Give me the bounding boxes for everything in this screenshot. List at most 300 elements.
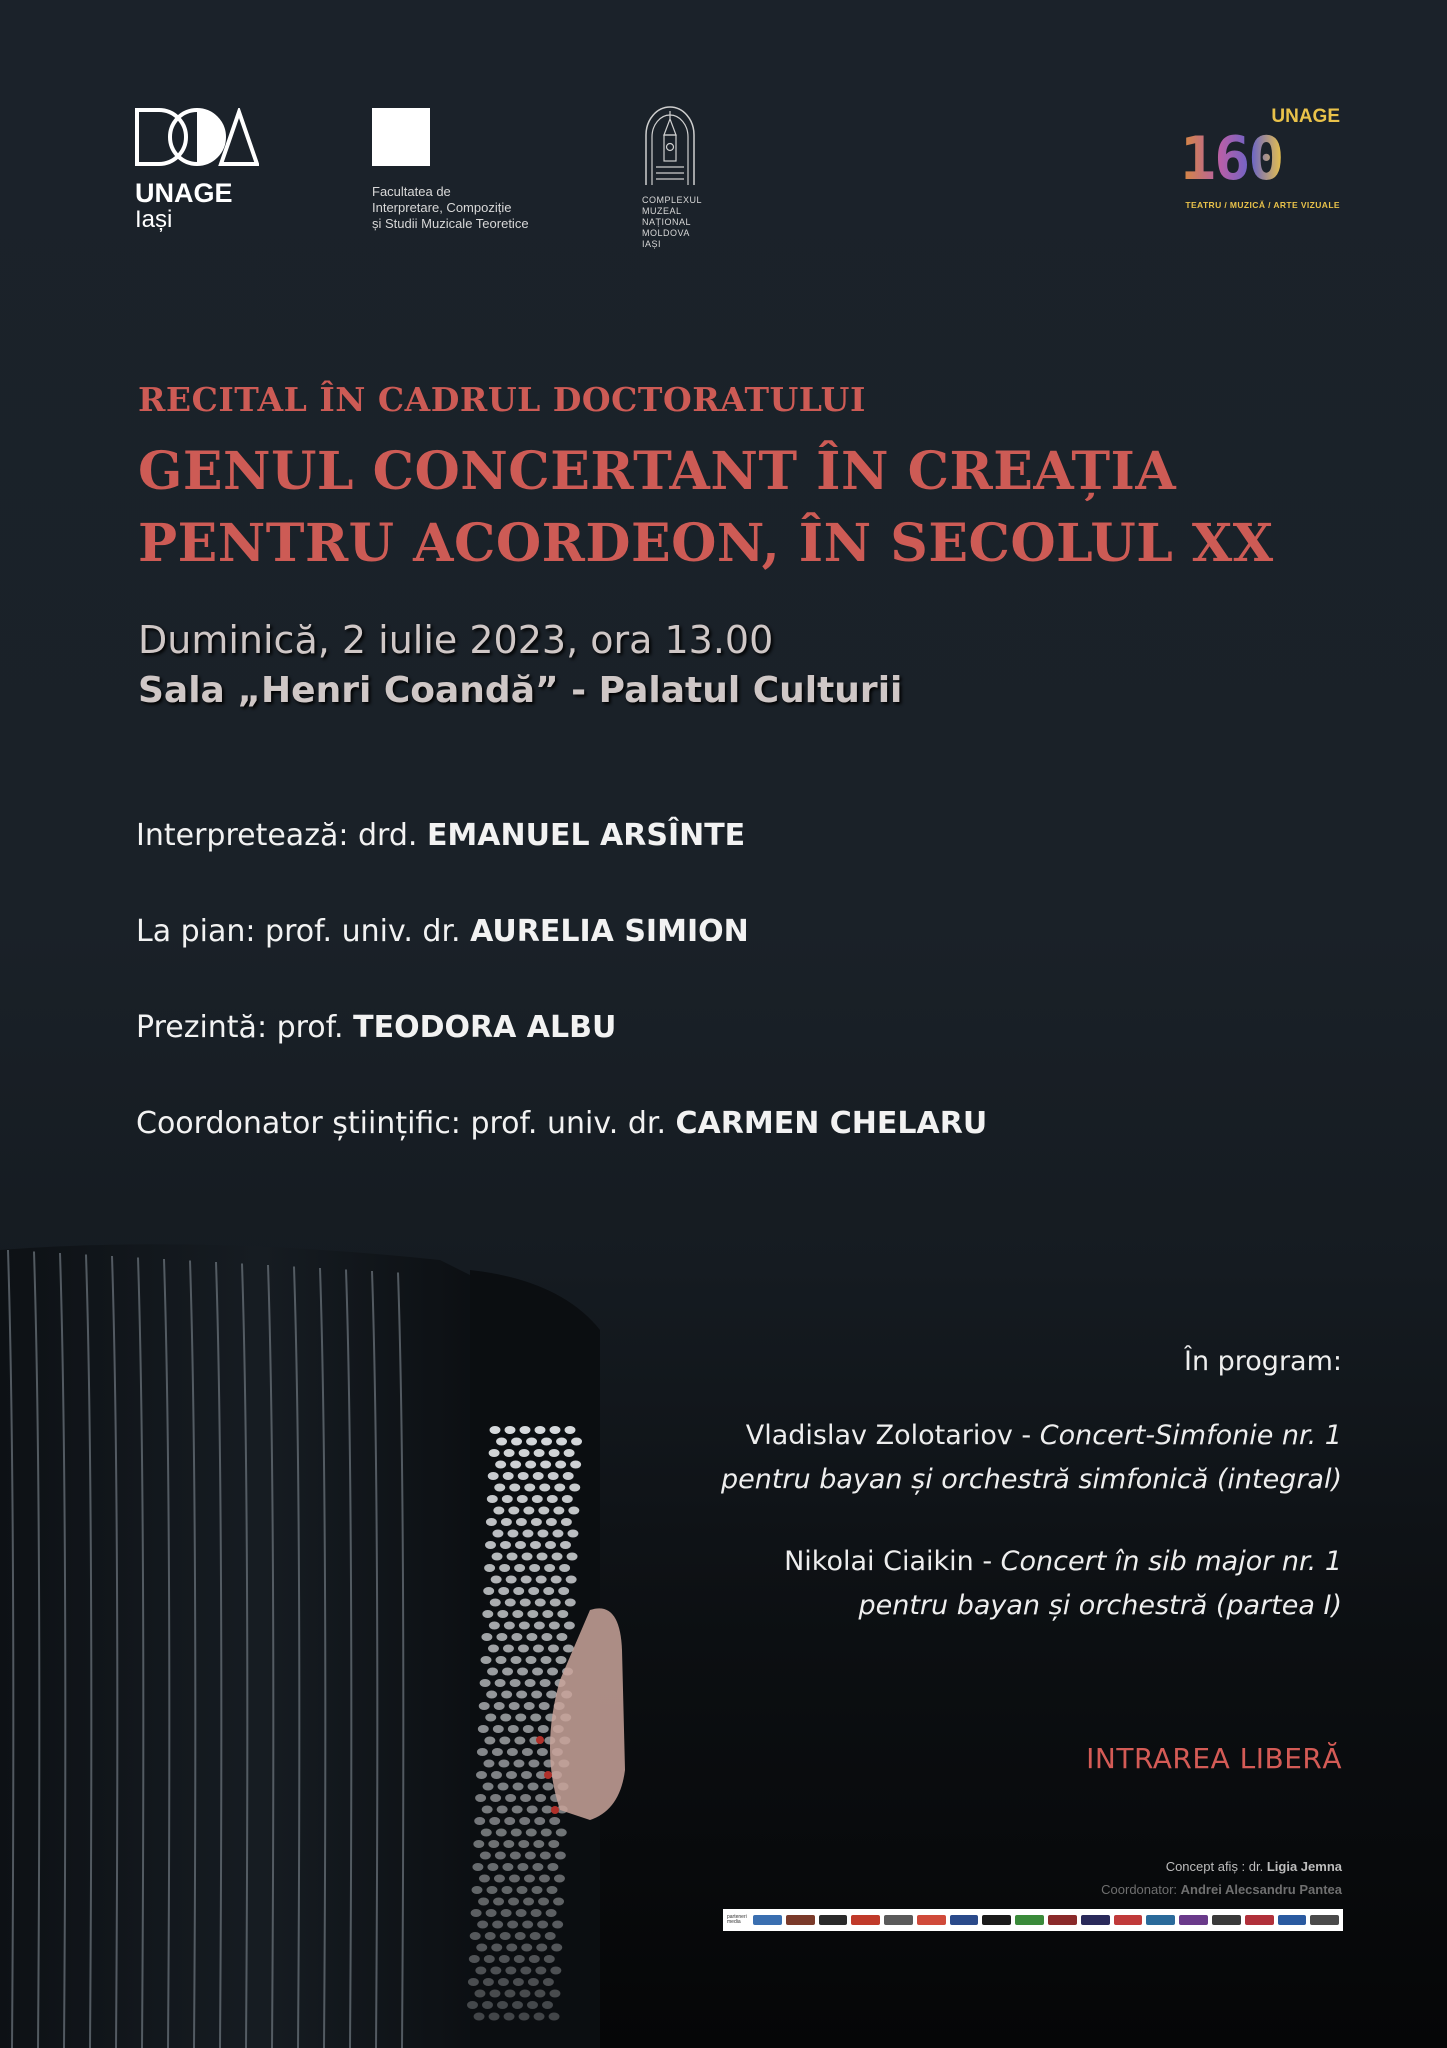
accordion-button bbox=[565, 1599, 576, 1607]
accordion-button bbox=[475, 1794, 486, 1802]
accordion-button bbox=[478, 1725, 489, 1733]
accordion-button bbox=[482, 2001, 493, 2009]
accordion-button bbox=[484, 1955, 495, 1963]
accordion-button bbox=[531, 1518, 542, 1526]
accordion-button bbox=[517, 1495, 528, 1503]
accordion-button bbox=[523, 1507, 534, 1515]
accordion-button bbox=[549, 1449, 560, 1457]
accordion-button bbox=[491, 1944, 502, 1952]
accordion-button bbox=[534, 1817, 545, 1825]
accordion-button bbox=[519, 1990, 530, 1998]
accordion-button bbox=[514, 1564, 525, 1572]
accordion-button bbox=[530, 1714, 541, 1722]
accordion-button bbox=[501, 1691, 512, 1699]
accordion-button bbox=[474, 1817, 485, 1825]
accordion-button bbox=[562, 1495, 573, 1503]
pianist-credit bbox=[136, 914, 749, 949]
accordion-button bbox=[475, 1967, 486, 1975]
accordion-button bbox=[529, 1955, 540, 1963]
accordion-button bbox=[569, 1484, 580, 1492]
accordion-button bbox=[520, 1599, 531, 1607]
accordion-button bbox=[516, 1691, 527, 1699]
partner-logo bbox=[753, 1915, 782, 1925]
accordion-button bbox=[567, 1530, 578, 1538]
accordion-button bbox=[504, 1622, 515, 1630]
accordion-button bbox=[489, 1622, 500, 1630]
event-title-line1: GENUL CONCERTANT ÎN CREAȚIA bbox=[138, 441, 1177, 502]
accordion-button bbox=[492, 1530, 503, 1538]
accordion-button bbox=[535, 1967, 546, 1975]
unage-logo-mark bbox=[135, 108, 259, 166]
accordion-button bbox=[501, 1909, 512, 1917]
accordion-button bbox=[489, 1990, 500, 1998]
accordion-button bbox=[514, 1737, 525, 1745]
accordion-button bbox=[559, 1564, 570, 1572]
accordion-button bbox=[512, 2001, 523, 2009]
accordion-button bbox=[483, 1760, 494, 1768]
accordion-button bbox=[520, 1967, 531, 1975]
accordion-button bbox=[555, 1852, 566, 1860]
accordion-button bbox=[552, 1530, 563, 1538]
accordion-button bbox=[525, 1461, 536, 1469]
accordion-button bbox=[543, 1587, 554, 1595]
accordion-button bbox=[506, 1944, 517, 1952]
accordion-button bbox=[532, 1863, 543, 1871]
accordion-button bbox=[528, 1587, 539, 1595]
accordion-button bbox=[556, 1656, 567, 1664]
muzeu-logo bbox=[642, 105, 702, 250]
accordion-button bbox=[504, 2013, 515, 2021]
credit-name: EMANUEL ARSÎNTE bbox=[426, 818, 746, 853]
accordion-button bbox=[474, 2013, 485, 2021]
accordion-button bbox=[546, 1691, 557, 1699]
accordion-button bbox=[570, 1461, 581, 1469]
accordion-button bbox=[468, 1978, 479, 1986]
credit-name: TEODORA ALBU bbox=[353, 1010, 617, 1045]
accordion-button bbox=[544, 1955, 555, 1963]
accordion-button bbox=[530, 1932, 541, 1940]
accordion-button bbox=[485, 1541, 496, 1549]
concept-credit: Concept afiș : dr. Ligia Jemna bbox=[1165, 1859, 1342, 1874]
accordion-button bbox=[515, 1541, 526, 1549]
accordion-button bbox=[502, 1886, 513, 1894]
poster-credits bbox=[1101, 1855, 1342, 1901]
accordion-button bbox=[543, 1783, 554, 1791]
accordion-button bbox=[530, 1541, 541, 1549]
accordion-button bbox=[521, 1944, 532, 1952]
accordion-button bbox=[502, 1495, 513, 1503]
accordion-button bbox=[509, 1875, 520, 1883]
accordion-button bbox=[508, 1507, 519, 1515]
accordion-button bbox=[484, 1564, 495, 1572]
accordion-button bbox=[476, 1771, 487, 1779]
accordion-button bbox=[541, 1829, 552, 1837]
accordion-button bbox=[521, 1576, 532, 1584]
accordion-button bbox=[548, 1840, 559, 1848]
accordion-button bbox=[548, 1645, 559, 1653]
accordion-button bbox=[500, 1714, 511, 1722]
accordion-button bbox=[547, 1886, 558, 1894]
accordion-button bbox=[504, 1990, 515, 1998]
accordion-button bbox=[482, 1806, 493, 1814]
partner-logo bbox=[950, 1915, 979, 1925]
accordion-button bbox=[474, 1990, 485, 1998]
accordion-button bbox=[510, 1852, 521, 1860]
accordion-button bbox=[480, 1852, 491, 1860]
accordion-button bbox=[513, 1760, 524, 1768]
accordion-button bbox=[500, 1932, 511, 1940]
program-composer: Vladislav Zolotariov - bbox=[745, 1420, 1040, 1451]
credit-label: Coordonator științific: prof. univ. dr. bbox=[136, 1106, 676, 1141]
partner-logo bbox=[1048, 1915, 1077, 1925]
accordion-button bbox=[470, 1932, 481, 1940]
accordion-button bbox=[548, 1472, 559, 1480]
accordion-button bbox=[556, 1438, 567, 1446]
accordion-button bbox=[528, 1760, 539, 1768]
accordion-button bbox=[565, 1426, 576, 1434]
accordion-button bbox=[538, 1725, 549, 1733]
accordion-button bbox=[507, 1553, 518, 1561]
unage-160-digits: 160 bbox=[1180, 124, 1283, 194]
accordion-button bbox=[532, 1495, 543, 1503]
accordion-button bbox=[501, 1518, 512, 1526]
accordion-button bbox=[490, 1599, 501, 1607]
accordion-button bbox=[534, 1990, 545, 1998]
accordion-button bbox=[531, 1691, 542, 1699]
accordion-button bbox=[547, 1495, 558, 1503]
accordion-button bbox=[535, 1794, 546, 1802]
accordion-button bbox=[516, 1518, 527, 1526]
accordion-button bbox=[541, 1656, 552, 1664]
accordion-button bbox=[533, 1472, 544, 1480]
program-heading: În program: bbox=[1183, 1346, 1342, 1377]
accordion-button bbox=[491, 1576, 502, 1584]
accordion-button bbox=[526, 1656, 537, 1664]
partner-logo bbox=[786, 1915, 815, 1925]
accordion-button bbox=[492, 1748, 503, 1756]
accordion-button bbox=[564, 1449, 575, 1457]
event-kicker: RECITAL ÎN CADRUL DOCTORATULUI bbox=[138, 380, 866, 419]
accordion-button bbox=[495, 1679, 506, 1687]
accordion-button bbox=[534, 2013, 545, 2021]
accordion-button bbox=[498, 1760, 509, 1768]
media-partners-label: parteneri media bbox=[727, 1914, 747, 1925]
accordion-button bbox=[484, 1737, 495, 1745]
accordion-button bbox=[540, 1852, 551, 1860]
accordion-button bbox=[519, 1622, 530, 1630]
palace-icon bbox=[642, 105, 698, 187]
accordion-button bbox=[503, 1472, 514, 1480]
faculty-name: Facultatea de Interpretare, Compoziție și Studii Muzicale Teoretice bbox=[372, 184, 529, 231]
accordion-button bbox=[521, 1771, 532, 1779]
accordion-button bbox=[490, 1426, 501, 1434]
accordion-button bbox=[554, 1484, 565, 1492]
accordion-button bbox=[537, 1530, 548, 1538]
accordion-button bbox=[526, 1438, 537, 1446]
accordion-button bbox=[494, 1875, 505, 1883]
accordion-button bbox=[487, 1495, 498, 1503]
accordion-button bbox=[525, 1852, 536, 1860]
accordion-button bbox=[537, 1553, 548, 1561]
event-title-line2: PENTRU ACORDEON, ÎN SECOLUL XX bbox=[138, 513, 1274, 574]
accordion-button bbox=[533, 1840, 544, 1848]
accordion-illustration bbox=[0, 1210, 640, 2048]
accordion-button bbox=[534, 1449, 545, 1457]
accordion-button bbox=[517, 1668, 528, 1676]
accordion-button bbox=[529, 1564, 540, 1572]
accordion-button bbox=[489, 2013, 500, 2021]
accordion-button bbox=[519, 1449, 530, 1457]
unage-160-title: UNAGE bbox=[1271, 106, 1340, 127]
accordion-button bbox=[482, 1610, 493, 1618]
accordion-button bbox=[513, 1587, 524, 1595]
accordion-button bbox=[481, 1656, 492, 1664]
partner-logo bbox=[819, 1915, 848, 1925]
accordion-button bbox=[496, 1438, 507, 1446]
accordion-button bbox=[556, 1829, 567, 1837]
accordion-button bbox=[486, 1909, 497, 1917]
accordion-button bbox=[527, 1806, 538, 1814]
accordion-button bbox=[504, 1817, 515, 1825]
accordion-button bbox=[467, 2001, 478, 2009]
partner-logo bbox=[1015, 1915, 1044, 1925]
accordion-button bbox=[512, 1610, 523, 1618]
accordion-button bbox=[488, 1840, 499, 1848]
program-composer: Nikolai Ciaikin - bbox=[784, 1546, 1001, 1577]
accordion-button bbox=[550, 1599, 561, 1607]
accordion-button bbox=[537, 1748, 548, 1756]
program-work: Concert-Simfonie nr. 1 bbox=[1039, 1420, 1342, 1451]
accordion-button bbox=[561, 1518, 572, 1526]
accordion-button bbox=[500, 1541, 511, 1549]
accordion-button bbox=[483, 1978, 494, 1986]
unage-name: UNAGE bbox=[135, 178, 233, 208]
accordion-button bbox=[479, 1875, 490, 1883]
accordion-button bbox=[514, 1955, 525, 1963]
accordion-button bbox=[531, 1909, 542, 1917]
credit-name: AURELIA SIMION bbox=[470, 914, 749, 949]
accordion-button bbox=[490, 1967, 501, 1975]
accordion-button bbox=[477, 1748, 488, 1756]
accordion-button bbox=[504, 1449, 515, 1457]
accordion-button bbox=[493, 1725, 504, 1733]
coordinator-small-credit: Coordonator: Andrei Alecsandru Pantea bbox=[1101, 1882, 1342, 1897]
muzeu-name: COMPLEXUL MUZEAL NAȚIONAL MOLDOVA IAȘI bbox=[642, 195, 703, 249]
accordion-button bbox=[549, 1817, 560, 1825]
accordion-button bbox=[546, 1909, 557, 1917]
accordion-button bbox=[541, 1438, 552, 1446]
accordion-button bbox=[557, 1610, 568, 1618]
accordion-button bbox=[526, 1633, 537, 1641]
accordion-button bbox=[505, 1599, 516, 1607]
accordion-button bbox=[477, 1921, 488, 1929]
accordion-button bbox=[537, 1921, 548, 1929]
accordion-button bbox=[496, 1829, 507, 1837]
accordion-button bbox=[486, 1518, 497, 1526]
program-section bbox=[721, 1340, 1342, 1628]
accordion-button bbox=[519, 1817, 530, 1825]
accordion-button bbox=[534, 1622, 545, 1630]
accordion-button bbox=[496, 1656, 507, 1664]
accordion-button bbox=[543, 1978, 554, 1986]
accordion-button bbox=[536, 1576, 547, 1584]
accordion-button bbox=[517, 1863, 528, 1871]
accordion-button bbox=[518, 1472, 529, 1480]
accordion-button bbox=[545, 1541, 556, 1549]
faculty-logo bbox=[372, 108, 529, 232]
accordion-button bbox=[507, 1921, 518, 1929]
unage-160-logo bbox=[1180, 104, 1340, 214]
accordion-button bbox=[551, 1576, 562, 1584]
accordion-button bbox=[498, 1978, 509, 1986]
accordion-button bbox=[518, 1645, 529, 1653]
accordion-button bbox=[551, 1944, 562, 1952]
accordion-button bbox=[553, 1898, 564, 1906]
credit-label: Interpretează: drd. bbox=[136, 818, 427, 853]
media-partners-strip bbox=[723, 1909, 1343, 1931]
accordion-button bbox=[555, 1461, 566, 1469]
accordion-button bbox=[554, 1875, 565, 1883]
accordion-button bbox=[568, 1507, 579, 1515]
accordion-button bbox=[523, 1898, 534, 1906]
accordion-button bbox=[509, 1702, 520, 1710]
accordion-button bbox=[515, 1932, 526, 1940]
accordion-button bbox=[540, 1679, 551, 1687]
accordion-button bbox=[492, 1553, 503, 1561]
event-title bbox=[138, 436, 1274, 580]
accordion-button bbox=[507, 1530, 518, 1538]
accordion-button bbox=[522, 1921, 533, 1929]
accordion-button bbox=[528, 1783, 539, 1791]
accordion-button bbox=[469, 1955, 480, 1963]
partner-logo bbox=[1081, 1915, 1110, 1925]
accordion-button bbox=[510, 1679, 521, 1687]
accordion-button bbox=[553, 1507, 564, 1515]
accordion-button bbox=[511, 1633, 522, 1641]
accordion-button bbox=[547, 1863, 558, 1871]
accordion-button bbox=[495, 1852, 506, 1860]
accordion-button bbox=[550, 1967, 561, 1975]
accordion-button bbox=[487, 1668, 498, 1676]
accordion-button bbox=[538, 1507, 549, 1515]
performer-credit bbox=[136, 818, 745, 853]
accordion-button bbox=[539, 1484, 550, 1492]
accordion-button bbox=[532, 1668, 543, 1676]
accordion-button bbox=[547, 1668, 558, 1676]
accordion-button bbox=[472, 1886, 483, 1894]
accordion-button bbox=[495, 1461, 506, 1469]
accordion-button bbox=[538, 1898, 549, 1906]
accordion-button bbox=[485, 1714, 496, 1722]
credit-label: Prezintă: prof. bbox=[136, 1010, 354, 1045]
accordion-button bbox=[503, 1645, 514, 1653]
accordion-button bbox=[499, 1955, 510, 1963]
accordion-button bbox=[506, 1771, 517, 1779]
accordion-button bbox=[527, 1610, 538, 1618]
accordion-button bbox=[539, 1875, 550, 1883]
accordion-button bbox=[549, 1622, 560, 1630]
accordion-button bbox=[489, 1817, 500, 1825]
accordion-button bbox=[498, 1587, 509, 1595]
accordion-button bbox=[494, 1484, 505, 1492]
accordion-button bbox=[522, 1553, 533, 1561]
presenter-credit bbox=[136, 1010, 616, 1045]
accordion-button bbox=[571, 1438, 582, 1446]
credit-label: La pian: prof. univ. dr. bbox=[136, 914, 471, 949]
accordion-button bbox=[532, 1886, 543, 1894]
accordion-button bbox=[524, 1875, 535, 1883]
accordion-button bbox=[479, 1702, 490, 1710]
partner-logo bbox=[917, 1915, 946, 1925]
partner-logo bbox=[1310, 1915, 1339, 1925]
accordion-button bbox=[523, 1725, 534, 1733]
accordion-button bbox=[483, 1587, 494, 1595]
accordion-button bbox=[566, 1576, 577, 1584]
accordion-button bbox=[527, 2001, 538, 2009]
accordion-button bbox=[549, 2013, 560, 2021]
accordion-button bbox=[506, 1576, 517, 1584]
accordion-button bbox=[525, 1679, 536, 1687]
accordion-button bbox=[563, 1472, 574, 1480]
program-work-detail: pentru bayan și orchestră simfonică (integral) bbox=[720, 1464, 1342, 1495]
accordion-button bbox=[492, 1921, 503, 1929]
accordion-button bbox=[546, 1518, 557, 1526]
partner-logo bbox=[1245, 1915, 1274, 1925]
accordion-button bbox=[499, 1737, 510, 1745]
accordion-button bbox=[528, 1978, 539, 1986]
accordion-button bbox=[520, 1794, 531, 1802]
accordion-button bbox=[535, 1426, 546, 1434]
accordion-button bbox=[509, 1484, 520, 1492]
partner-logo bbox=[1212, 1915, 1241, 1925]
faculty-logo-square bbox=[372, 108, 430, 166]
partner-logo bbox=[1114, 1915, 1143, 1925]
accordion-button bbox=[511, 1438, 522, 1446]
accordion-button bbox=[539, 1702, 550, 1710]
accordion-button bbox=[513, 1978, 524, 1986]
accordion-button bbox=[511, 1829, 522, 1837]
accordion-button bbox=[471, 1909, 482, 1917]
accordion-button bbox=[552, 1921, 563, 1929]
event-date: Duminică, 2 iulie 2023, ora 13.00 bbox=[138, 618, 774, 662]
accordion-button bbox=[481, 1633, 492, 1641]
accordion-button bbox=[524, 1484, 535, 1492]
accordion-button bbox=[472, 1863, 483, 1871]
accordion-button bbox=[522, 1748, 533, 1756]
event-venue: Sala „Henri Coandă” - Palatul Culturii bbox=[138, 670, 903, 711]
accordion-button bbox=[542, 2001, 553, 2009]
accordion-button bbox=[567, 1553, 578, 1561]
accordion-button bbox=[497, 1610, 508, 1618]
accordion-button bbox=[549, 1990, 560, 1998]
accordion-button bbox=[489, 1449, 500, 1457]
accordion-button bbox=[515, 1714, 526, 1722]
accordion-button bbox=[536, 1944, 547, 1952]
unage-city: Iași bbox=[135, 206, 173, 233]
accordion-button bbox=[542, 1610, 553, 1618]
accordion-button bbox=[491, 1771, 502, 1779]
accordion-button bbox=[518, 1840, 529, 1848]
accordion-button bbox=[540, 1461, 551, 1469]
accordion-button bbox=[478, 1898, 489, 1906]
accordion-button bbox=[494, 1702, 505, 1710]
accordion-button bbox=[508, 1898, 519, 1906]
accordion-button bbox=[564, 1622, 575, 1630]
accordion-button bbox=[524, 1702, 535, 1710]
accordion-button bbox=[503, 1840, 514, 1848]
accordion-button bbox=[502, 1863, 513, 1871]
accordion-button bbox=[517, 1886, 528, 1894]
